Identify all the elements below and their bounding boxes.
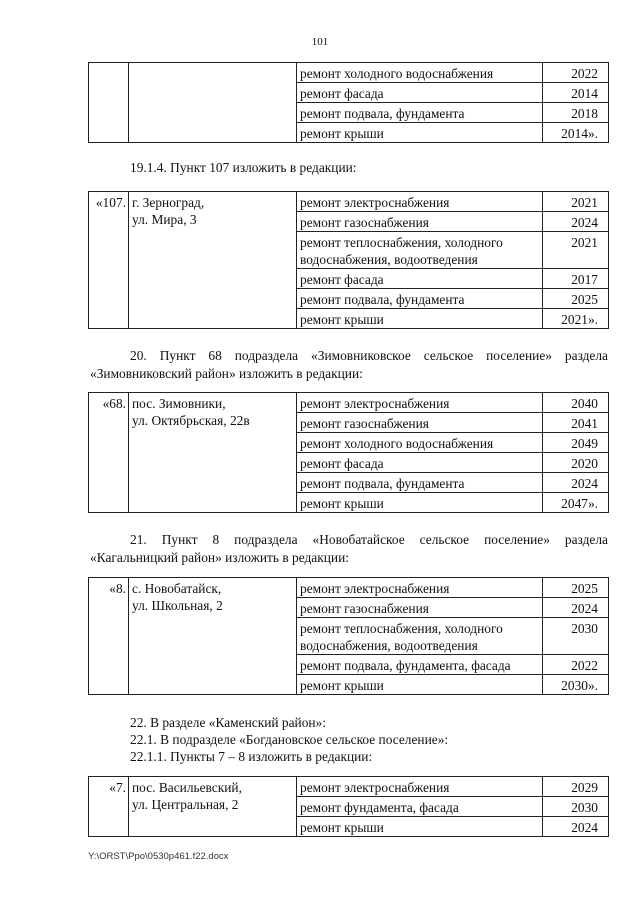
year-cell: 2024	[543, 212, 609, 232]
item-number: «8.	[89, 578, 129, 695]
work-cell: ремонт подвала, фундамента	[297, 473, 543, 493]
work-cell: ремонт подвала, фундамента	[297, 289, 543, 309]
year-cell: 2030».	[543, 675, 609, 695]
year-cell: 2014».	[543, 123, 609, 143]
year-cell: 2022	[543, 655, 609, 675]
table-row	[89, 578, 609, 598]
item-number: «107.	[89, 192, 129, 329]
work-cell: ремонт крыши	[297, 675, 543, 695]
work-cell: ремонт фундамента, фасада	[297, 797, 543, 817]
works-table-item-107	[88, 191, 609, 329]
table-row	[89, 777, 609, 797]
work-cell: ремонт крыши	[297, 309, 543, 329]
work-cell: ремонт подвала, фундамента	[297, 103, 543, 123]
address-cell: пос. Зимовники, ул. Октябрьская, 22в	[129, 393, 297, 513]
works-table-continuation	[88, 62, 609, 143]
work-cell: ремонт фасада	[297, 83, 543, 103]
work-cell: ремонт электроснабжения	[297, 393, 543, 413]
paragraph-21: 21. Пункт 8 подраздела «Новобатайское сельское поселение» раздела «Кагальницкий район» изложить в редакции:	[90, 532, 608, 565]
year-cell: 2017	[543, 269, 609, 289]
work-cell: ремонт холодного водоснабжения	[297, 433, 543, 453]
works-table-item-7	[88, 776, 609, 837]
table-row	[89, 63, 609, 83]
table-row	[89, 192, 609, 212]
item-number: «68.	[89, 393, 129, 513]
paragraph-22-1: 22.1. В подразделе «Богдановское сельское поселение»:	[130, 732, 449, 747]
address-cell: г. Зерноград, ул. Мира, 3	[129, 192, 297, 329]
works-table-item-68	[88, 392, 609, 513]
year-cell: 2030	[543, 618, 609, 655]
year-cell: 2014	[543, 83, 609, 103]
address-cell: пос. Васильевский, ул. Центральная, 2	[129, 777, 297, 837]
address-cell: с. Новобатайск, ул. Школьная, 2	[129, 578, 297, 695]
year-cell: 2021».	[543, 309, 609, 329]
address-cell	[129, 63, 297, 143]
paragraph-20: 20. Пункт 68 подраздела «Зимовниковское сельское поселение» раздела «Зимовниковский район» изложить в редакции:	[90, 348, 608, 381]
heading-19-1-4: 19.1.4. Пункт 107 изложить в редакции:	[130, 160, 357, 175]
year-cell: 2049	[543, 433, 609, 453]
year-cell: 2041	[543, 413, 609, 433]
item-number: «7.	[89, 777, 129, 837]
work-cell: ремонт фасада	[297, 453, 543, 473]
year-cell: 2024	[543, 473, 609, 493]
year-cell: 2021	[543, 192, 609, 212]
work-cell: ремонт электроснабжения	[297, 777, 543, 797]
year-cell: 2021	[543, 232, 609, 269]
work-cell: ремонт газоснабжения	[297, 413, 543, 433]
file-path-footer: Y:\ORST\Ppo\0530p461.f22.docx	[88, 851, 229, 862]
paragraph-22-1-1: 22.1.1. Пункты 7 – 8 изложить в редакции:	[130, 749, 373, 764]
work-cell: ремонт крыши	[297, 817, 543, 837]
work-cell: ремонт фасада	[297, 269, 543, 289]
table-row	[89, 393, 609, 413]
work-cell: ремонт крыши	[297, 123, 543, 143]
work-cell: ремонт холодного водоснабжения	[297, 63, 543, 83]
year-cell: 2020	[543, 453, 609, 473]
year-cell: 2040	[543, 393, 609, 413]
work-cell: ремонт теплоснабжения, холодного водоснабжения, водоотведения	[297, 618, 543, 655]
year-cell: 2029	[543, 777, 609, 797]
year-cell: 2024	[543, 598, 609, 618]
item-number	[89, 63, 129, 143]
page-number: 101	[311, 36, 329, 48]
work-cell: ремонт крыши	[297, 493, 543, 513]
work-cell: ремонт электроснабжения	[297, 192, 543, 212]
year-cell: 2024	[543, 817, 609, 837]
year-cell: 2018	[543, 103, 609, 123]
work-cell: ремонт газоснабжения	[297, 598, 543, 618]
work-cell: ремонт подвала, фундамента, фасада	[297, 655, 543, 675]
paragraph-22: 22. В разделе «Каменский район»:	[130, 715, 326, 730]
work-cell: ремонт теплоснабжения, холодного водоснабжения, водоотведения	[297, 232, 543, 269]
year-cell: 2025	[543, 578, 609, 598]
year-cell: 2030	[543, 797, 609, 817]
works-table-item-8	[88, 577, 609, 695]
year-cell: 2025	[543, 289, 609, 309]
year-cell: 2022	[543, 63, 609, 83]
year-cell: 2047».	[543, 493, 609, 513]
work-cell: ремонт газоснабжения	[297, 212, 543, 232]
work-cell: ремонт электроснабжения	[297, 578, 543, 598]
